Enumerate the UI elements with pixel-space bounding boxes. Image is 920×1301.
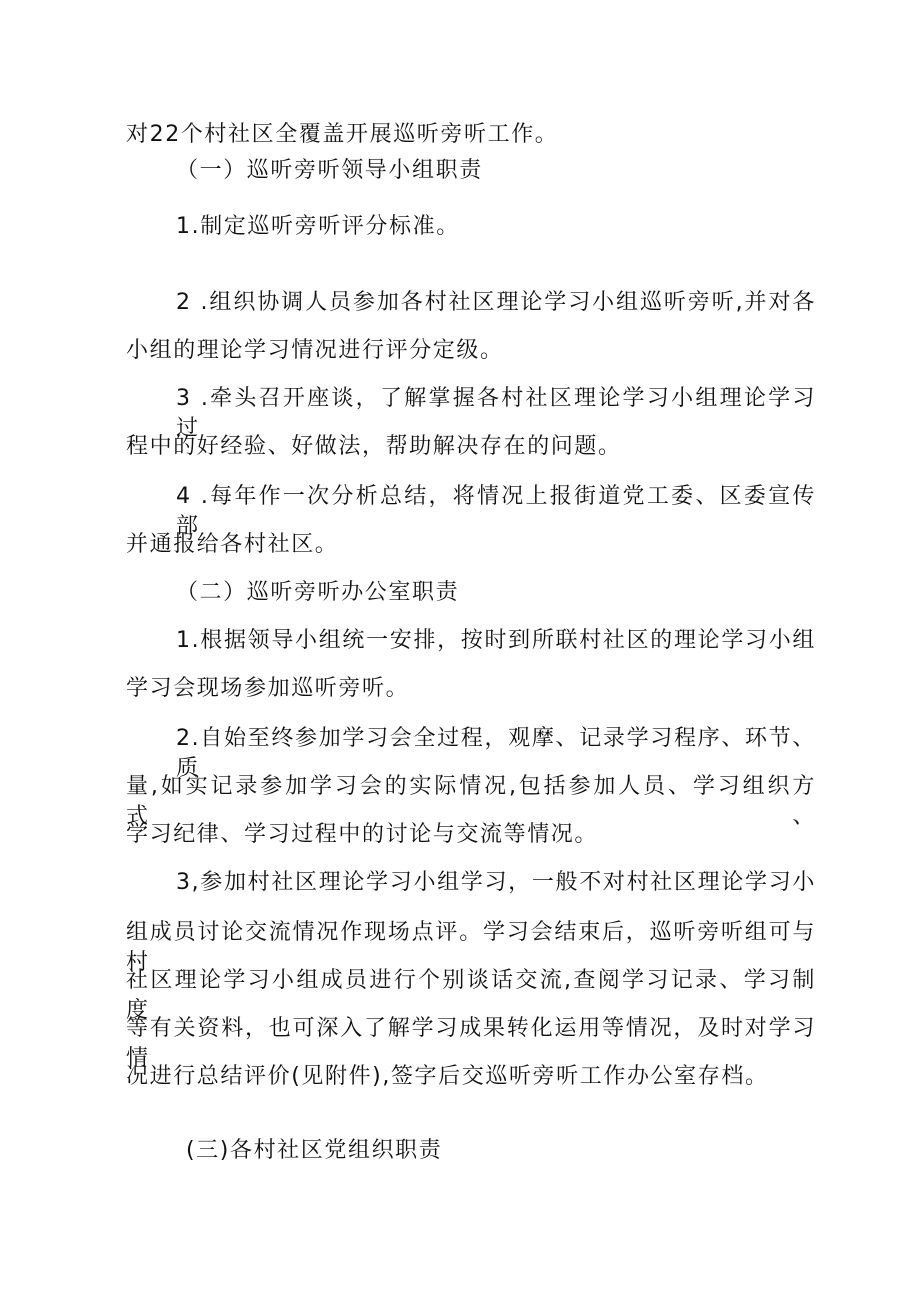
section-heading: (三)各村社区党组织职责: [186, 1138, 443, 1163]
text-line: 3,参加村社区理论学习小组学习，一般不对村社区理论学习小: [176, 870, 816, 895]
text-line: 社区理论学习小组成员进行个别谈话交流,查阅学习记录、学习制度: [126, 968, 816, 1023]
text-line: 量,如实记录参加学习会的实际情况,包括参加人员、学习组织方式、: [126, 774, 816, 829]
text-line: 4 .每年作一次分析总结，将情况上报街道党工委、区委宣传部: [176, 484, 816, 539]
text-line: 并通报给各村社区。: [126, 532, 339, 557]
text-line: 2.自始至终参加学习会全过程，观摩、记录学习程序、环节、质: [176, 726, 816, 781]
text-line: 2 .组织协调人员参加各村社区理论学习小组巡听旁听,并对各: [176, 290, 816, 315]
text-line: 小组的理论学习情况进行评分定级。: [126, 338, 504, 363]
text-line: 对22个村社区全覆盖开展巡听旁听工作。: [126, 122, 559, 147]
text-line: 1.制定巡听旁听评分标准。: [176, 214, 460, 239]
text-line: 3 .牵头召开座谈，了解掌握各村社区理论学习小组理论学习过: [176, 386, 816, 441]
text-line: 况进行总结评价(见附件),签字后交巡听旁听工作办公室存档。: [126, 1064, 769, 1089]
text-line: 1.根据领导小组统一安排，按时到所联村社区的理论学习小组: [176, 628, 816, 653]
text-line: 组成员讨论交流情况作现场点评。学习会结束后，巡听旁听组可与村: [126, 920, 816, 975]
text-line: 学习会现场参加巡听旁听。: [126, 676, 410, 701]
text-line: 程中的好经验、好做法，帮助解决存在的问题。: [126, 434, 622, 459]
section-heading: （一）巡听旁听领导小组职责: [176, 158, 483, 183]
section-heading: （二）巡听旁听办公室职责: [176, 580, 460, 605]
text-line: 等有关资料，也可深入了解学习成果转化运用等情况，及时对学习情: [126, 1016, 816, 1071]
text-line: 学习纪律、学习过程中的讨论与交流等情况。: [126, 822, 599, 847]
